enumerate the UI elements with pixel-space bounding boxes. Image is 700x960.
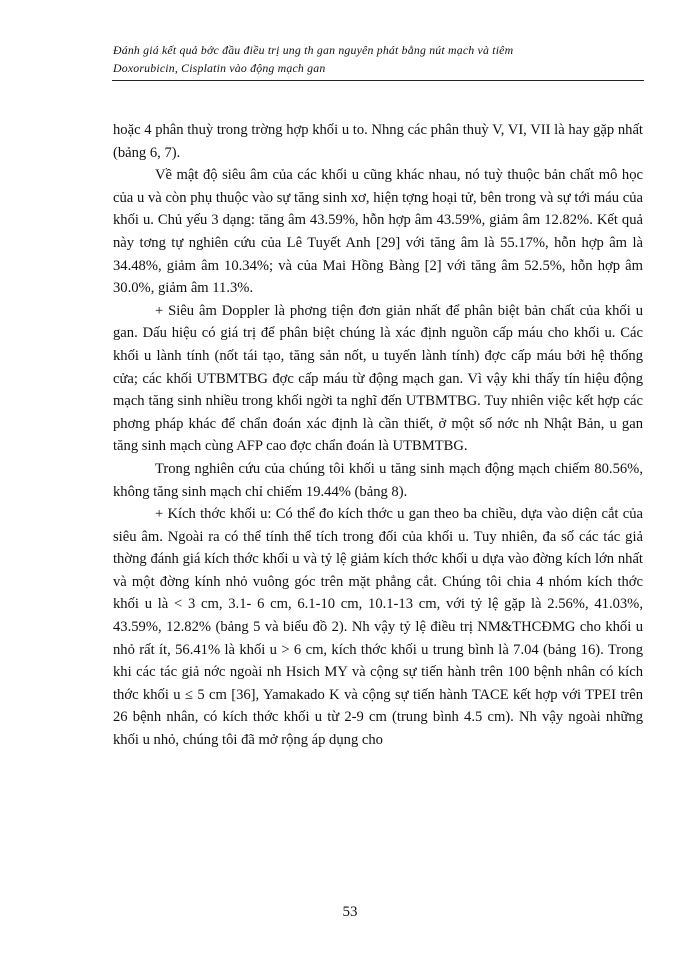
header-line-2: Doxorubicin, Cisplatin vào động mạch gan [113,61,326,75]
paragraph-doppler: + Siêu âm Doppler là phơng tiện đơn giản nhất để phân biệt bản chất của khối u gan. Dấu hiệu có giá trị để phân biệt chúng là xác định nguồn cấp máu cho khối u. Các khối u lành tính (nốt tái tạo, tăng sản nốt, u tuyến lành tính) đợc cấp máu bởi hệ thống cửa; các khối UTBMTBG đợc cấp máu từ động mạch gan. Vì vậy khi thấy tín hiệu động mạch tăng sinh nhiều trong khối ngời ta nghĩ đến UTBMTBG. Tuy nhiên việc kết hợp các phơng pháp khác để chẩn đoán xác định là cần thiết, ở một số nớc nh Nhật Bản, u gan tăng sinh mạch cùng AFP cao đợc chẩn đoán là UTBMTBG. [113,302,643,455]
paragraph-tumor-size: + Kích thớc khối u: Có thể đo kích thớc u gan theo ba chiều, dựa vào diện cắt của siêu âm. Ngoài ra có thể tính thể tích trong đối của khối u. Tuy nhiên, đa số các tác giả thờng đánh giá kích thớc khối u và tỷ lệ giảm kích thớc khối u dựa vào đờng kích lớn nhất và một đờng kính nhỏ vuông góc trên mặt phẳng cắt. Chúng tôi chia 4 nhóm kích thớc khối u là < 3 cm, 3.1- 6 cm, 6.1-10 cm, 10.1-13 cm, với tỷ lệ gặp là 2.56%, 41.03%, 43.59%, 12.82% (bảng 5 và biểu đồ 2). Nh vậy tỷ lệ điều trị NM&THCĐMG cho khối u nhỏ rất ít, 56.41% là khối u > 6 cm, kích thớc khối u trung bình là 7.04 (bảng 16). Trong khi các tác giả nớc ngoài nh Hsich MY và cộng sự tiến hành trên 100 bệnh nhân có kích thớc khối u ≤ 5 cm [36], Yamakado K và cộng sự tiến hành TACE kết hợp với TPEI trên 26 bệnh nhân, có kích thớc khối u từ 2-9 cm (trung bình 4.5 cm). Nh vậy ngoài những khối u nhỏ, chúng tôi đã mở rộng áp dụng cho [113,506,643,749]
body-text [113,119,643,752]
running-header [113,41,643,77]
page-number: 53 [342,904,358,920]
header-line-1: Đánh giá kết quả bớc đầu điều trị ung th gan nguyên phát bằng nút mạch và tiêm [113,43,514,57]
header-divider [112,80,644,81]
paragraph-vascularity-result: Trong nghiên cứu của chúng tôi khối u tăng sinh mạch động mạch chiếm 80.56%, không tăng sinh mạch chỉ chiếm 19.44% (bảng 8). [113,460,643,500]
paragraph-echo-density: Về mật độ siêu âm của các khối u cũng khác nhau, nó tuỳ thuộc bản chất mô học của u và còn phụ thuộc vào sự tăng sinh xơ, hiện tợng hoại tử, bên trong và sự tới máu của khối u. Chủ yếu 3 dạng: tăng âm 43.59%, hỗn hợp âm 43.59%, giảm âm 12.82%. Kết quả này tơng tự nghiên cứu của Lê Tuyết Anh [29] với tăng âm là 55.17%, hỗn hợp âm là 34.48%, giảm âm 10.34%; và của Mai Hồng Bàng [2] với tăng âm 52.5%, hỗn hợp âm 30.0%, giảm âm 11.3%. [113,167,643,297]
paragraph-continuation: hoặc 4 phân thuỳ trong trờng hợp khối u to. Nhng các phân thuỳ V, VI, VII là hay gặp nhất (bảng 6, 7). [113,122,643,161]
